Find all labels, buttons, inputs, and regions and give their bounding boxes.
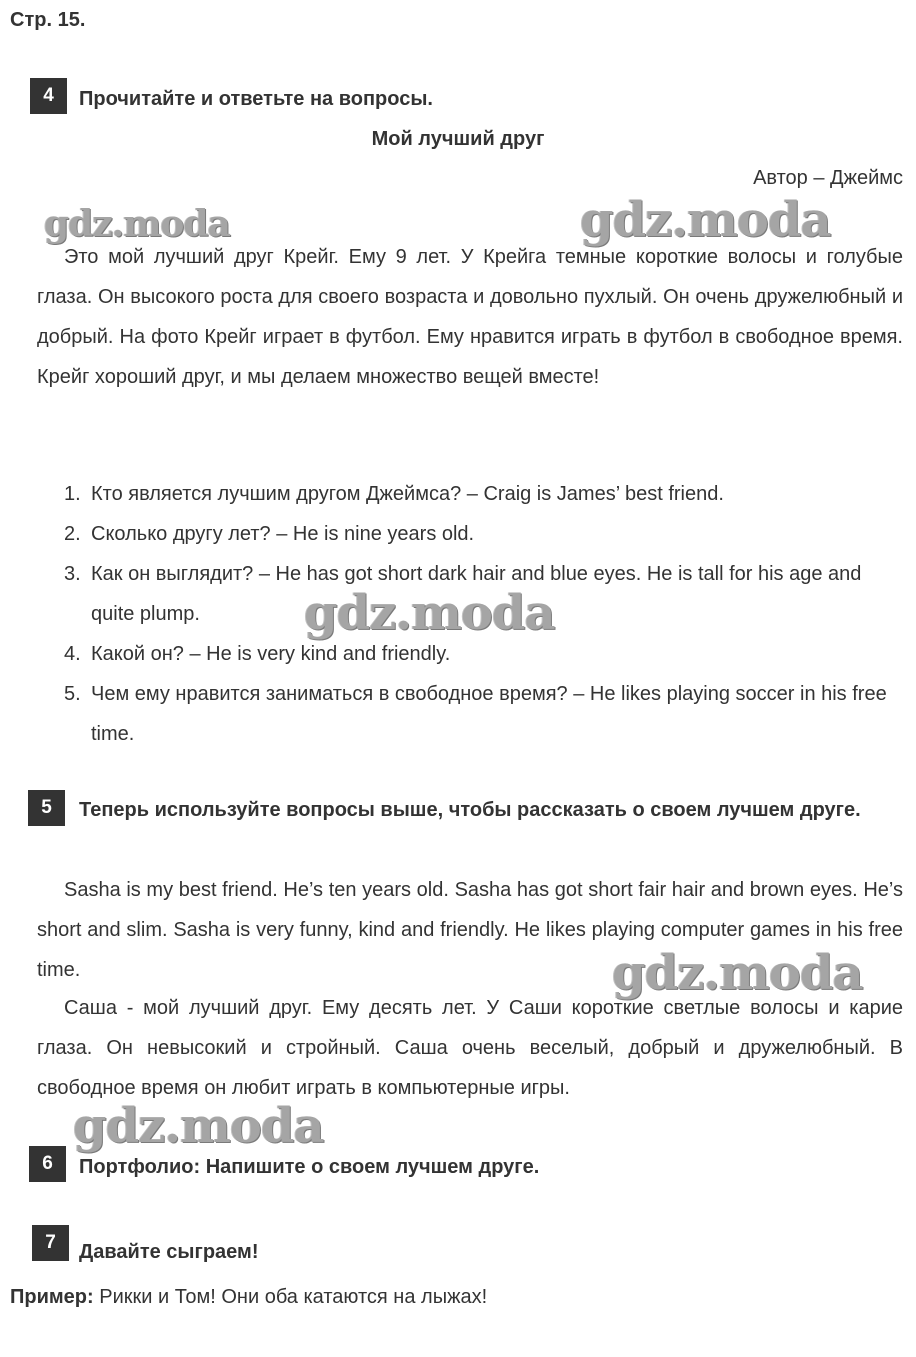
task-4-title: Прочитайте и ответьте на вопросы.: [79, 88, 433, 110]
task-5-text-ru: Саша - мой лучший друг. Ему десять лет. У Саши короткие светлые волосы и карие глаза. Он невысокий и стройный. Саша очень веселый, добрый и дружелюбный. В свободное время он любит играть в компьютерные игры.: [37, 997, 903, 1099]
task-5-text-en: Sasha is my best friend. He’s ten years old. Sasha has got short fair hair and brown eyes. He’s short and slim. Sasha is very funny, kind and friendly. He likes playing computer games in his free time.: [37, 879, 903, 981]
task-7-number: 7: [32, 1225, 69, 1261]
story-author: Автор – Джеймс: [753, 167, 903, 189]
watermark-logo: gdz.moda: [44, 203, 230, 245]
item-text: Как он выглядит? – He has got short dark hair and blue eyes. He is tall for his age and quite plump.: [91, 563, 862, 625]
list-item: [64, 474, 904, 514]
item-number: 4.: [64, 643, 81, 665]
item-text: Сколько другу лет? – He is nine years old.: [91, 523, 475, 545]
example-text: Рикки и Том! Они оба катаются на лыжах!: [99, 1286, 488, 1308]
watermark-logo: gdz.moda: [73, 1098, 324, 1154]
watermark-logo: gdz.moda: [612, 945, 863, 1001]
item-text: Чем ему нравится заниматься в свободное время? – He likes playing soccer in his free time.: [91, 683, 887, 745]
example-label: Пример:: [10, 1286, 94, 1308]
task-6-number: 6: [29, 1146, 66, 1182]
example-line: [10, 1286, 487, 1309]
item-number: 3.: [64, 563, 81, 585]
item-text: Какой он? – He is very kind and friendly.: [91, 643, 451, 665]
item-number: 5.: [64, 683, 81, 705]
item-number: 2.: [64, 523, 81, 545]
list-item: [64, 674, 904, 754]
story-text: Это мой лучший друг Крейг. Ему 9 лет. У Крейга темные короткие волосы и голубые глаза. Он высокого роста для своего возраста и довольно пухлый. Он очень дружелюбный и добрый. На фото Крейг играет в футбол. Ему нравится играть в футбол в свободное время. Крейг хороший друг, и мы делаем множество вещей вместе!: [37, 246, 903, 388]
list-item: [64, 514, 904, 554]
task-5-title: Теперь используйте вопросы выше, чтобы рассказать о своем лучшем друге.: [79, 799, 861, 821]
watermark-logo: gdz.moda: [580, 192, 831, 248]
item-number: 1.: [64, 483, 81, 505]
page-reference: Стр. 15.: [10, 9, 86, 31]
story-title: Мой лучший друг: [371, 128, 545, 150]
watermark-logo: gdz.moda: [304, 585, 555, 641]
task-5-number: 5: [28, 790, 65, 826]
task-7-title: Давайте сыграем!: [79, 1241, 259, 1263]
task-6-title: Портфолио: Напишите о своем лучшем друге.: [79, 1156, 540, 1178]
task-4-number: 4: [30, 78, 67, 114]
item-text: Кто является лучшим другом Джеймса? – Craig is James’ best friend.: [91, 483, 724, 505]
